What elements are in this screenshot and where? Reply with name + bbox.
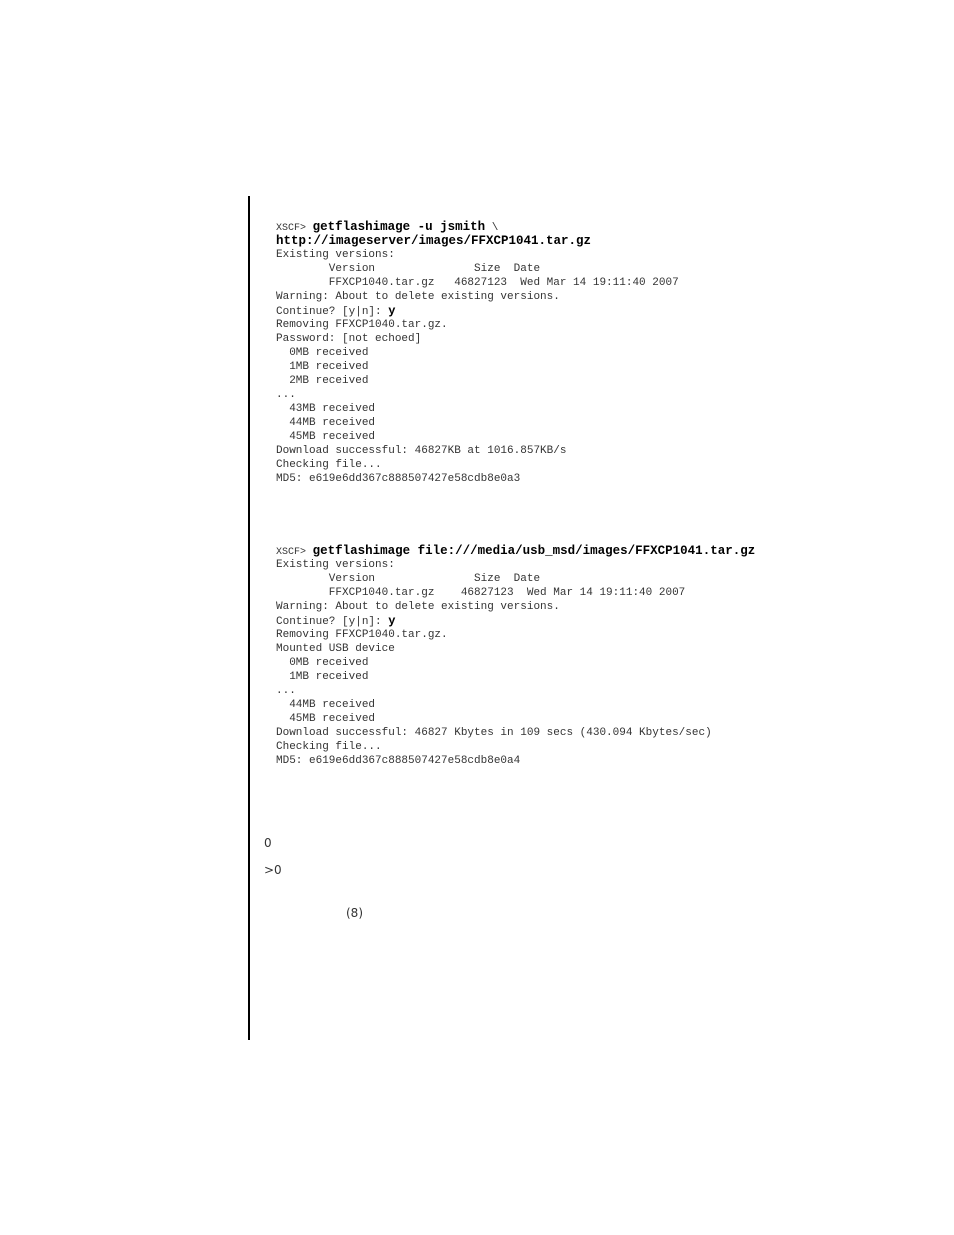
output-line: 0MB received: [276, 347, 369, 359]
command-line: [276, 544, 755, 558]
output-line: Warning: About to delete existing versions.: [276, 601, 560, 613]
output-line: Version Size Date: [276, 263, 541, 275]
command-url-line: http://imageserver/images/FFXCP1041.tar.gz: [276, 234, 592, 248]
output-line: Mounted USB device: [276, 643, 395, 655]
output-line: Existing versions:: [276, 559, 395, 571]
continue-prompt: Continue? [y|n]:: [276, 616, 389, 628]
command-text: getflashimage -u jsmith: [312, 220, 486, 234]
example-2-code-block: [276, 544, 755, 768]
md5-line: MD5: e619e6dd367c888507427e58cdb8e0a3: [276, 473, 521, 485]
output-line: 44MB received: [276, 417, 376, 429]
output-line: FFXCP1040.tar.gz 46827123 Wed Mar 14 19:11:40 2007: [276, 587, 686, 599]
left-margin-rule: [248, 196, 250, 1040]
continue-answer: y: [388, 614, 396, 628]
output-line: 45MB received: [276, 431, 376, 443]
md5-line: MD5: e619e6dd367c888507427e58cdb8e0a4: [276, 755, 521, 767]
output-line: Removing FFXCP1040.tar.gz.: [276, 319, 448, 331]
output-line: Removing FFXCP1040.tar.gz.: [276, 629, 448, 641]
xscf-prompt: XSCF>: [276, 223, 307, 234]
output-line: Download successful: 46827KB at 1016.857KB/s: [276, 445, 567, 457]
line-continuation: \: [491, 222, 499, 234]
exit-status-success: 0: [264, 836, 272, 850]
output-line: Existing versions:: [276, 249, 395, 261]
output-line: 44MB received: [276, 699, 376, 711]
output-line: 45MB received: [276, 713, 376, 725]
output-line: 1MB received: [276, 361, 369, 373]
xscf-prompt: XSCF>: [276, 547, 307, 558]
continue-prompt-line: [276, 614, 755, 628]
command-text: getflashimage file:///media/usb_msd/images/FFXCP1041.tar.gz: [312, 544, 756, 558]
output-line: Password: [not echoed]: [276, 333, 422, 345]
output-line: 1MB received: [276, 671, 369, 683]
continue-prompt-line: [276, 304, 679, 318]
continue-answer: y: [388, 304, 396, 318]
output-line: 2MB received: [276, 375, 369, 387]
output-line: 0MB received: [276, 657, 369, 669]
output-line: Version Size Date: [276, 573, 541, 585]
continue-prompt: Continue? [y|n]:: [276, 306, 389, 318]
exit-status-error: >0: [264, 863, 282, 877]
output-line: Download successful: 46827 Kbytes in 109 secs (430.094 Kbytes/sec): [276, 727, 712, 739]
output-line: ...: [276, 685, 296, 697]
command-line: [276, 220, 679, 234]
output-line: Warning: About to delete existing versions.: [276, 291, 560, 303]
output-line: 43MB received: [276, 403, 376, 415]
output-line: Checking file...: [276, 741, 382, 753]
see-also-section: (8): [346, 906, 363, 920]
output-line: Checking file...: [276, 459, 382, 471]
example-1-code-block: [276, 220, 679, 486]
output-line: ...: [276, 389, 296, 401]
output-line: FFXCP1040.tar.gz 46827123 Wed Mar 14 19:11:40 2007: [276, 277, 679, 289]
